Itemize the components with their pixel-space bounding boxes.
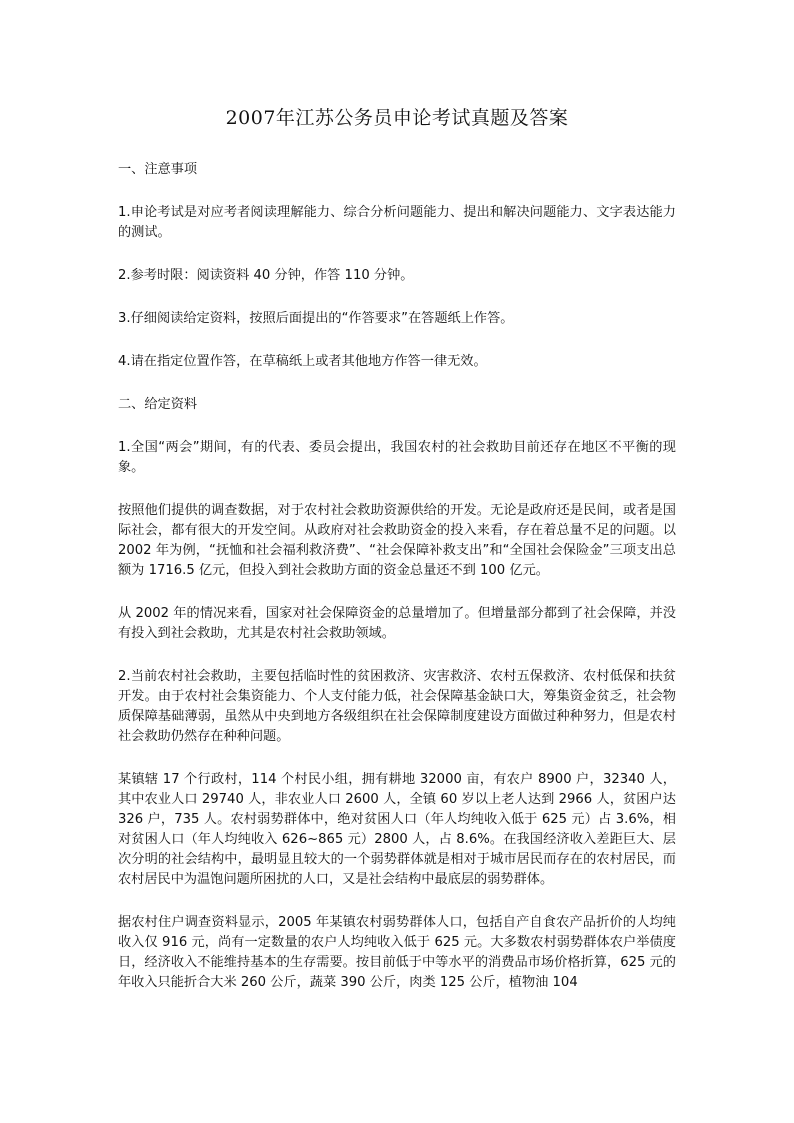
material-paragraph: 据农村住户调查资料显示，2005 年某镇农村弱势群体人口，包括自产自食农产品折价的人均纯收入仅 916 元，尚有一定数量的农户人均纯收入低于 625 元。大多数农村弱势群体农户举债度日，经济收入不能维持基本的生存需要。按目前低于中等水平的消费品市场价格折算，625 元的年收入只能折合大米 260 公斤，蔬菜 390 公斤，肉类 125 公斤，植物油 104 xyxy=(118,915,676,990)
notice-item-3: 3.仔细阅读给定资料，按照后面提出的“作答要求”在答题纸上作答。 xyxy=(118,311,514,326)
material-paragraph: 1.全国“两会”期间，有的代表、委员会提出，我国农村的社会救助目前还存在地区不平衡的现象。 xyxy=(118,440,676,475)
material-paragraph: 从 2002 年的情况来看，国家对社会保障资金的总量增加了。但增量部分都到了社会保障，并没有投入到社会救助，尤其是农村社会救助领域。 xyxy=(118,606,676,641)
section-heading-notice: 一、注意事项 xyxy=(118,162,198,177)
page-title: 2007年江苏公务员申论考试真题及答案 xyxy=(225,107,569,129)
notice-item-4: 4.请在指定位置作答，在草稿纸上或者其他地方作答一律无效。 xyxy=(118,354,487,369)
section-heading-materials: 二、给定资料 xyxy=(118,397,198,412)
notice-item-2: 2.参考时限：阅读资料 40 分钟，作答 110 分钟。 xyxy=(118,268,414,283)
document-body xyxy=(118,160,676,993)
notice-item-1: 1.申论考试是对应考者阅读理解能力、综合分析问题能力、提出和解决问题能力、文字表达能力的测试。 xyxy=(118,205,676,240)
material-paragraph: 按照他们提供的调查数据，对于农村社会救助资源供给的开发。无论是政府还是民间，或者是国际社会，都有很大的开发空间。从政府对社会救助资金的投入来看，存在着总量不足的问题。以 2002 年为例，“抚恤和社会福利救济费”、“社会保障补救支出”和“全国社会保险金”三项支出总额为 1716.5 亿元，但投入到社会救助方面的资金总量还不到 100 亿元。 xyxy=(118,503,676,578)
material-paragraph: 某镇辖 17 个行政村，114 个村民小组，拥有耕地 32000 亩，有农户 8900 户，32340 人，其中农业人口 29740 人，非农业人口 2600 人，全镇 60 岁以上老人达到 2966 人，贫困户达 326 户，735 人。农村弱势群体中，绝对贫困人口（年人均纯收入低于 625 元）占 3.6%，相对贫困人口（年人均纯收入 626~865 元）2800 人，占 8.6%。在我国经济收入差距巨大、层次分明的社会结构中，最明显且较大的一个弱势群体就是相对于城市居民而存在的农村居民，而农村居民中为温饱问题所困扰的人口，又是社会结构中最底层的弱势群体。 xyxy=(118,772,676,887)
material-paragraph: 2.当前农村社会救助，主要包括临时性的贫困救济、灾害救济、农村五保救济、农村低保和扶贫开发。由于农村社会集资能力、个人支付能力低，社会保障基金缺口大，筹集资金贫乏，社会物质保障基础薄弱，虽然从中央到地方各级组织在社会保障制度建设方面做过种种努力，但是农村社会救助仍然存在种种问题。 xyxy=(118,669,676,744)
